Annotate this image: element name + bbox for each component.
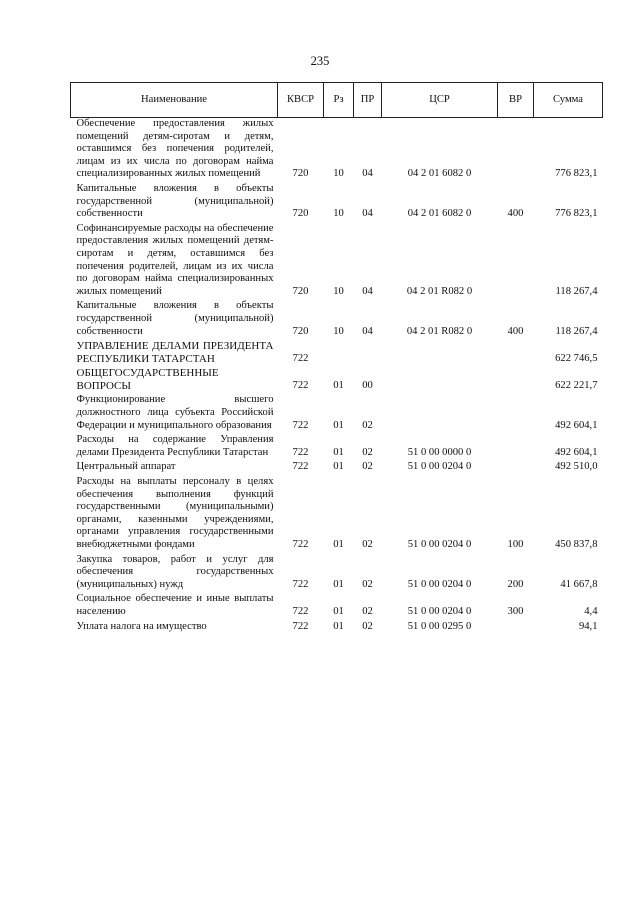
cell-csr: 04 2 01 6082 0 — [407, 168, 472, 180]
cell-name: Расходы на выплаты персоналу в целях обеспечения выполнения функций государственными (муниципальными) органами, казенными учреждениями, органами управления государственными внебюджетными фондами — [76, 476, 274, 550]
cell-sum: 492 510,0 — [555, 461, 598, 473]
header-csr: ЦСР — [382, 83, 498, 118]
cell-kvsr: 722 — [292, 379, 309, 391]
cell-pr: 02 — [362, 461, 373, 473]
cell-kvsr: 722 — [292, 620, 309, 632]
cell-vr — [498, 619, 534, 634]
cell-rz: 01 — [333, 446, 344, 458]
cell-csr: 51 0 00 0000 0 — [407, 446, 472, 458]
cell-name: Функционирование высшего должностного лица субъекта Российской Федерации и муниципального образования — [76, 394, 274, 431]
cell-name: ОБЩЕГОСУДАРСТВЕННЫЕ ВОПРОСЫ — [76, 367, 219, 392]
cell-sum: 118 267,4 — [555, 285, 598, 297]
cell-kvsr: 722 — [292, 539, 309, 550]
cell-sum: 776 823,1 — [555, 208, 598, 220]
cell-kvsr: 720 — [292, 285, 309, 297]
cell-vr — [498, 392, 534, 432]
cell-rz: 10 — [333, 325, 344, 337]
table-row — [71, 118, 603, 181]
cell-kvsr: 720 — [292, 325, 309, 337]
header-vr: ВР — [498, 83, 534, 118]
cell-pr: 04 — [362, 208, 373, 220]
cell-sum: 776 823,1 — [555, 168, 598, 180]
cell-csr: 04 2 01 R082 0 — [406, 285, 473, 297]
cell-vr — [498, 459, 534, 474]
table-row — [71, 474, 603, 552]
cell-rz: 01 — [333, 539, 344, 550]
cell-pr: 00 — [362, 379, 373, 391]
cell-name: Центральный аппарат — [76, 461, 176, 473]
cell-pr: 02 — [362, 419, 373, 431]
header-sum: Сумма — [534, 83, 603, 118]
cell-sum: 118 267,4 — [555, 325, 598, 337]
cell-pr — [354, 338, 382, 365]
cell-vr: 300 — [507, 605, 524, 617]
table-row — [71, 459, 603, 474]
cell-csr — [382, 338, 498, 365]
cell-vr: 100 — [507, 539, 524, 550]
cell-kvsr: 722 — [292, 446, 309, 458]
cell-vr: 400 — [507, 208, 524, 220]
cell-vr — [498, 365, 534, 392]
cell-csr: 51 0 00 0204 0 — [407, 605, 472, 617]
cell-pr: 02 — [362, 620, 373, 632]
cell-pr: 02 — [362, 446, 373, 458]
cell-vr: 200 — [507, 578, 524, 590]
cell-name: Закупка товаров, работ и услуг для обеспечения государственных (муниципальных) нужд — [76, 553, 274, 590]
cell-kvsr: 722 — [292, 461, 309, 473]
table-row — [71, 619, 603, 634]
table-row — [71, 181, 603, 221]
cell-kvsr: 720 — [292, 168, 309, 180]
cell-name: Обеспечение предоставления жилых помещений детям-сиротам и детям, оставшимся без попечения родителей, лицам из их числа по договорам найма специализированных жилых помещений — [76, 118, 274, 180]
cell-name: УПРАВЛЕНИЕ ДЕЛАМИ ПРЕЗИДЕНТА РЕСПУБЛИКИ ТАТАРСТАН — [76, 340, 274, 365]
cell-name: Капитальные вложения в объекты государственной (муниципальной) собственности — [76, 300, 274, 337]
cell-csr: 04 2 01 6082 0 — [407, 208, 472, 220]
cell-name: Уплата налога на имущество — [76, 620, 207, 632]
table-row — [71, 432, 603, 459]
cell-name: Социальное обеспечение и иные выплаты населению — [76, 593, 274, 617]
header-pr: ПР — [354, 83, 382, 118]
table-row — [71, 298, 603, 338]
cell-kvsr: 722 — [292, 419, 309, 431]
cell-csr: 51 0 00 0204 0 — [407, 539, 472, 550]
table-row — [71, 221, 603, 299]
cell-name: Расходы на содержание Управления делами Президента Республики Татарстан — [76, 434, 274, 458]
cell-csr — [382, 365, 498, 392]
cell-kvsr: 722 — [292, 352, 309, 364]
cell-vr — [498, 432, 534, 459]
cell-vr — [498, 338, 534, 365]
cell-kvsr: 722 — [292, 605, 309, 617]
cell-sum: 41 667,8 — [560, 578, 598, 590]
cell-pr: 04 — [362, 325, 373, 337]
cell-sum: 4,4 — [584, 605, 598, 617]
cell-rz: 10 — [333, 285, 344, 297]
cell-sum: 622 221,7 — [555, 379, 598, 391]
cell-pr: 02 — [362, 605, 373, 617]
cell-rz: 01 — [333, 461, 344, 473]
cell-kvsr: 722 — [292, 578, 309, 590]
table-row — [71, 591, 603, 618]
cell-pr: 04 — [362, 168, 373, 180]
table-header-row — [71, 83, 603, 118]
cell-sum: 94,1 — [578, 620, 598, 632]
budget-table — [70, 82, 603, 633]
cell-sum: 492 604,1 — [555, 446, 598, 458]
cell-pr: 04 — [362, 285, 373, 297]
cell-rz: 01 — [333, 620, 344, 632]
cell-rz: 01 — [333, 379, 344, 391]
cell-rz — [324, 338, 354, 365]
cell-pr: 02 — [362, 539, 373, 550]
header-name: Наименование — [71, 83, 278, 118]
cell-vr: 400 — [507, 325, 524, 337]
cell-sum: 450 837,8 — [555, 539, 598, 550]
cell-csr: 51 0 00 0295 0 — [407, 620, 472, 632]
cell-rz: 01 — [333, 419, 344, 431]
cell-rz: 01 — [333, 578, 344, 590]
cell-vr — [498, 221, 534, 299]
cell-csr: 51 0 00 0204 0 — [407, 461, 472, 473]
cell-name: Капитальные вложения в объекты государственной (муниципальной) собственности — [76, 182, 274, 220]
table-row — [71, 338, 603, 365]
cell-csr: 51 0 00 0204 0 — [407, 578, 472, 590]
table-row — [71, 552, 603, 592]
header-rz: Рз — [324, 83, 354, 118]
table-row — [71, 365, 603, 392]
cell-csr: 04 2 01 R082 0 — [406, 325, 473, 337]
cell-vr — [498, 118, 534, 181]
table-body — [71, 118, 603, 634]
cell-rz: 01 — [333, 605, 344, 617]
page-number: 235 — [310, 54, 330, 68]
header-kvsr: КВСР — [278, 83, 324, 118]
cell-name: Софинансируемые расходы на обеспечение предоставления жилых помещений детям-сиротам и детям, оставшимся без попечения родителей, лицам из их числа по договорам найма специализированных жилых помещений — [76, 222, 274, 297]
cell-csr — [382, 392, 498, 432]
cell-rz: 10 — [333, 208, 344, 220]
cell-kvsr: 720 — [292, 208, 309, 220]
table-row — [71, 392, 603, 432]
cell-rz: 10 — [333, 168, 344, 180]
cell-sum: 622 746,5 — [555, 352, 598, 364]
cell-sum: 492 604,1 — [555, 419, 598, 431]
cell-pr: 02 — [362, 578, 373, 590]
